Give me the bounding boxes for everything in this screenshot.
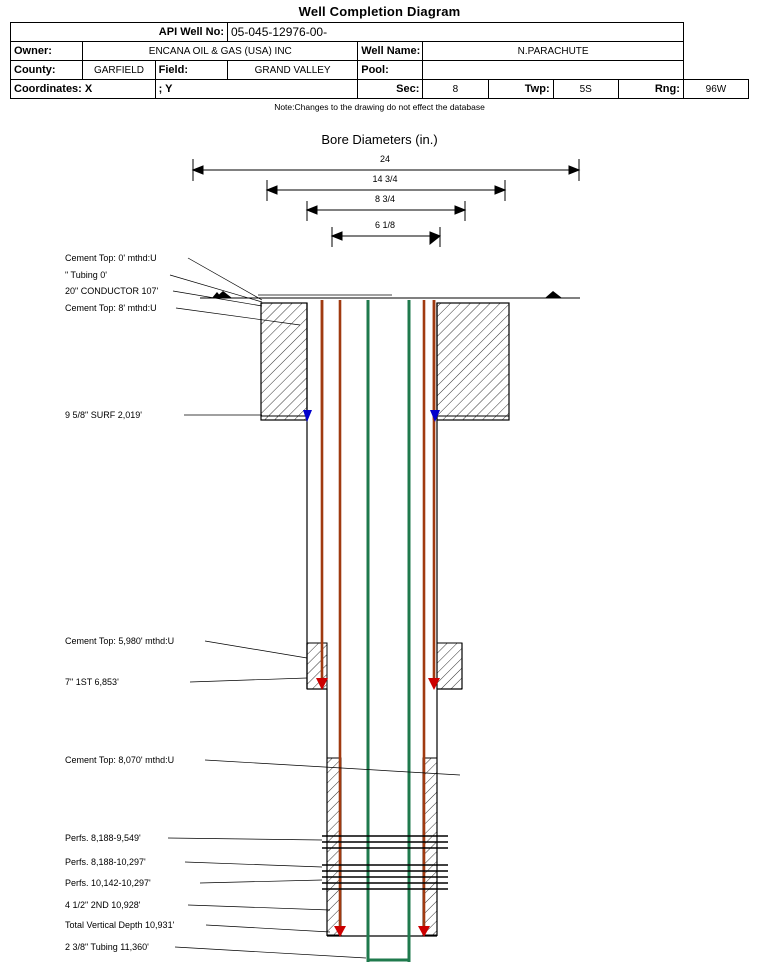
label-perfs-1: Perfs. 8,188-9,549' — [65, 833, 141, 843]
page-title: Well Completion Diagram — [298, 4, 461, 19]
label-total-vertical-depth: Total Vertical Depth 10,931' — [65, 920, 175, 930]
table-row — [11, 80, 749, 99]
bore-dim-6-1-8: 6 1/8 — [374, 220, 396, 230]
twp-value: 5S — [553, 80, 618, 99]
well-name-value: N.PARACHUTE — [423, 42, 684, 61]
label-cement-top-5980: Cement Top: 5,980' mthd:U — [65, 636, 175, 646]
label-tubing-depth: 2 3/8" Tubing 11,360' — [65, 942, 149, 952]
api-well-no-value: 05-045-12976-00- — [228, 23, 684, 42]
label-tubing-0: " Tubing 0' — [65, 270, 107, 280]
twp-label: Twp: — [488, 80, 553, 99]
production-cement — [327, 758, 437, 935]
pool-value — [423, 61, 684, 80]
table-row — [11, 23, 749, 42]
sec-label: Sec: — [358, 80, 423, 99]
rng-value: 96W — [683, 80, 748, 99]
intermediate-cement — [307, 643, 462, 689]
pool-label: Pool: — [358, 61, 423, 80]
field-label: Field: — [155, 61, 227, 80]
county-label: County: — [11, 61, 83, 80]
rng-label: Rng: — [618, 80, 683, 99]
label-perfs-2: Perfs. 8,188-10,297' — [65, 857, 146, 867]
api-well-no-label: API Well No: — [11, 23, 228, 42]
label-cement-top-8070: Cement Top: 8,070' mthd:U — [65, 755, 175, 765]
bore-dim-14-3-4: 14 3/4 — [372, 174, 398, 184]
label-cement-top-0: Cement Top: 0' mthd:U — [65, 253, 157, 263]
label-perfs-3: Perfs. 10,142-10,297' — [65, 878, 151, 888]
dimension-lines — [193, 159, 579, 247]
table-row — [11, 42, 749, 61]
tubing-string — [368, 300, 409, 962]
casing-strings — [322, 300, 434, 934]
coordinates-label: Coordinates: X — [11, 80, 156, 99]
table-row — [11, 61, 749, 80]
wellbore-diagram — [0, 110, 759, 965]
sec-value: 8 — [423, 80, 488, 99]
well-name-label: Well Name: — [358, 42, 423, 61]
coordinates-value: ; Y — [155, 80, 358, 99]
conductor-cement — [261, 303, 509, 421]
county-value: GARFIELD — [83, 61, 155, 80]
label-first-intermediate: 7" 1ST 6,853' — [65, 677, 119, 687]
label-conductor: 20" CONDUCTOR 107' — [65, 286, 159, 296]
database-note: Note:Changes to the drawing do not effect the database — [274, 102, 485, 112]
label-surface-casing: 9 5/8" SURF 2,019' — [65, 410, 142, 420]
owner-value: ENCANA OIL & GAS (USA) INC — [83, 42, 358, 61]
field-value: GRAND VALLEY — [228, 61, 358, 80]
label-cement-top-8: Cement Top: 8' mthd:U — [65, 303, 157, 313]
leader-lines — [168, 258, 460, 958]
well-header-table — [10, 22, 749, 99]
bore-diameters-title: Bore Diameters (in.) — [321, 132, 438, 147]
bore-dim-8-3-4: 8 3/4 — [374, 194, 396, 204]
bore-dim-24: 24 — [379, 154, 390, 164]
owner-label: Owner: — [11, 42, 83, 61]
label-second-casing: 4 1/2" 2ND 10,928' — [65, 900, 141, 910]
